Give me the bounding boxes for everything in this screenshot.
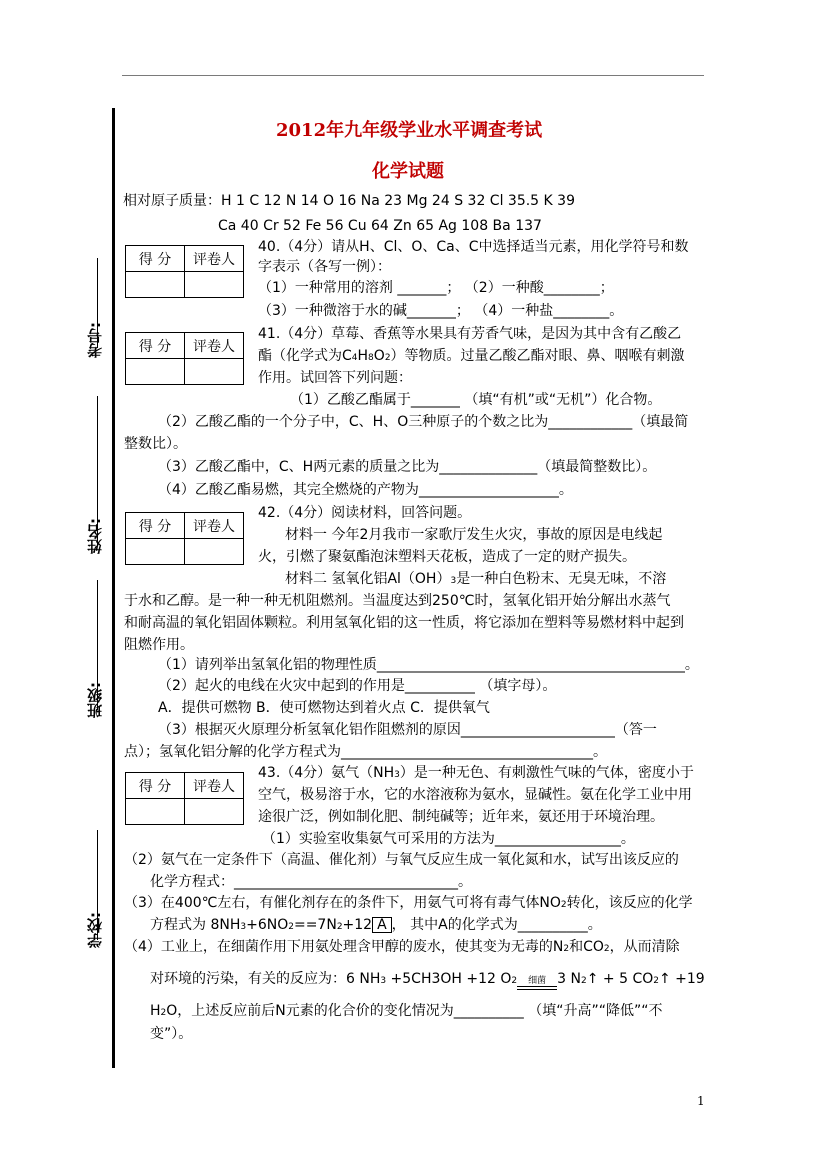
q41-line-5: （2）乙酸乙酯的一个分子中，C、H、O三种原子的个数之比为____________（填最简	[158, 414, 689, 430]
q42-line-12: 点）；氢氧化铝分解的化学方程式为____________________________________。	[124, 744, 607, 760]
q41-l2g: ）等物质。过量乙酸乙酯对眼、鼻、咽喉有刺激	[390, 348, 685, 364]
q43-line-2: 空气，极易溶于水，它的水溶液称为氨水，显碱性。氨在化学工业中用	[258, 787, 692, 803]
equals-bar	[517, 986, 557, 990]
score-cell[interactable]	[126, 799, 185, 825]
q43-line-4: （1）实验室收集氨气可采用的方法为__________________。	[262, 831, 635, 847]
q41-l2b: 4	[351, 353, 358, 363]
q43-l9d: 2	[603, 944, 610, 954]
q42-line-6: 和耐高温的氧化铝固体颗粒。利用氢氧化铝的这一性质，将它添加在塑料等易燃材料中起到	[124, 615, 684, 631]
page-subtitle: 化学试题	[372, 161, 444, 182]
school-label: 学校:	[86, 912, 104, 948]
q42-line-11: （3）根据灭火原理分析氢氧化铝作阻燃剂的原因______________________（答一	[158, 722, 657, 738]
q43-l9a: （4）工业上，在细菌作用下用氨处理含甲醇的废水，使其变为无毒的N	[124, 939, 564, 955]
top-rule	[122, 75, 704, 76]
grader-header: 评卷人	[185, 246, 244, 272]
q43-l8e: ==7N	[293, 917, 337, 933]
q42-line-5: 于水和乙醇。是一种一种无机阻燃剂。当温度达到250℃时，氢氧化铝开始分解出水蒸气	[124, 593, 671, 609]
name-label: 姓名:	[86, 518, 104, 554]
q43-line-10	[150, 970, 705, 990]
q43-l10f: 3 N	[557, 971, 581, 987]
q43-line-8	[150, 916, 602, 936]
q43-line-3: 途很广泛，例如制化肥、制纯碱等；近年来，氨还用于环境治理。	[258, 809, 664, 825]
q43-l8i: ， 其中A的化学式为__________。	[391, 917, 602, 933]
score-cell[interactable]	[126, 359, 185, 385]
q40-line-4: （3）一种微溶于水的碱_______； （4）一种盐________。	[258, 303, 624, 319]
q43-l7a: （3）在400℃左右，有催化剂存在的条件下，用氨气可将有毒气体NO	[124, 895, 561, 911]
score-table-q42	[125, 512, 244, 565]
q43-line-11	[150, 1002, 662, 1022]
score-table-q40	[125, 245, 244, 298]
q42-l4b: 3	[450, 576, 457, 586]
q42-line-2: 材料一 今年2月我市一家歌厅发生火灾，事故的原因是电线起	[285, 527, 663, 543]
score-header: 得 分	[126, 773, 185, 799]
class-label: 班级:	[86, 682, 104, 718]
q41-l2a: 酯（化学式为C	[258, 348, 352, 364]
binding-margin-line	[112, 108, 115, 1068]
q43-l8b: 3	[240, 922, 247, 932]
q43-l9e: ，从而清除	[609, 939, 680, 955]
q43-l8g: +12	[342, 917, 373, 933]
score-header: 得 分	[126, 333, 185, 359]
grader-cell[interactable]	[185, 799, 244, 825]
q43-line-9	[124, 938, 680, 958]
q43-l7c: 转化，该反应的化学	[566, 895, 693, 911]
q43-l10j: ↑ +19	[658, 971, 705, 987]
score-header: 得 分	[126, 513, 185, 539]
q43-l7b: 2	[560, 900, 567, 910]
q43-line-12: 变”）。	[150, 1026, 193, 1042]
score-header: 得 分	[126, 246, 185, 272]
q43-l11a: H	[150, 1003, 161, 1019]
atomic-mass-line-2: Ca 40 Cr 52 Fe 56 Cu 64 Zn 65 Ag 108 Ba 137	[218, 218, 542, 234]
q43-l10b: 3	[380, 976, 387, 986]
q43-l11c: O，上述反应前后N元素的化合价的变化情况为__________ （填“升高”“降低”“不	[166, 1003, 663, 1019]
q41-l2d: 8	[368, 353, 374, 363]
q42-line-9: （2）起火的电线在火灾中起到的作用是__________ （填字母）。	[158, 678, 557, 694]
q43-l10a: 对环境的污染，有关的反应为：6 NH	[150, 971, 381, 987]
q41-l2c: H	[357, 348, 369, 364]
q42-line-7: 阻燃作用。	[124, 637, 194, 653]
q43-l9c: 和CO	[569, 939, 604, 955]
grader-header: 评卷人	[185, 773, 244, 799]
q41-line-6: 整数比）。	[124, 436, 187, 452]
q43-l10d: 2	[511, 976, 518, 986]
q42-line-3: 火，引燃了聚氨酯泡沫塑料天花板，造成了一定的财产损失。	[258, 549, 636, 565]
exam-no-label: 考号:	[86, 322, 104, 358]
q41-line-4: （1）乙酸乙酯属于_______ （填“有机”或“无机”）化合物。	[290, 392, 662, 408]
q42-line-8: （1）请列举出氢氧化铝的物理性质____________________________________________。	[158, 657, 699, 673]
grader-cell[interactable]	[185, 539, 244, 565]
q41-l2f: 2	[384, 353, 391, 363]
q43-l10g: 2	[580, 976, 587, 986]
reaction-condition: 细菌	[528, 976, 547, 986]
q42-l4c: 是一种白色粉末、无臭无味，不溶	[456, 571, 667, 587]
q43-l1b: 3	[394, 770, 400, 780]
grader-header: 评卷人	[185, 513, 244, 539]
q43-l1a: 43.（4分）氨气（NH	[258, 765, 395, 781]
q43-line-7	[124, 894, 693, 914]
q43-l1c: ）是一种无色、有刺激性气味的气体，密度小于	[399, 765, 694, 781]
q43-l10i: 2	[653, 976, 659, 986]
grader-cell[interactable]	[185, 272, 244, 298]
grader-header: 评卷人	[185, 333, 244, 359]
q41-line-2	[258, 347, 685, 367]
q40-line-1: 40.（4分）请从H、Cl、O、Ca、C中选择适当元素，用化学符号和数	[258, 239, 689, 255]
q43-l10h: ↑ + 5 CO	[586, 971, 654, 987]
atomic-mass-line-1: 相对原子质量：H 1 C 12 N 14 O 16 Na 23 Mg 24 S 32 Cl 35.5 K 39	[123, 193, 575, 209]
answer-box-a: A	[372, 917, 392, 933]
q43-l8c: +6NO	[246, 917, 289, 933]
page-number: 1	[697, 1094, 705, 1108]
q43-l8a: 方程式为 8NH	[150, 917, 241, 933]
q40-line-3: （1）一种常用的溶剂 _______； （2）一种酸________；	[258, 280, 614, 296]
q41-line-7: （3）乙酸乙酯中，C、H两元素的质量之比为______________（填最简整数比）。	[158, 459, 657, 475]
q43-line-5: （2）氨气在一定条件下（高温、催化剂）与氧气反应生成一氧化氮和水，试写出该反应的	[124, 852, 679, 868]
q41-l2e: O	[373, 348, 385, 364]
score-cell[interactable]	[126, 539, 185, 565]
q43-l8f: 2	[336, 922, 343, 932]
score-cell[interactable]	[126, 272, 185, 298]
q43-l8d: 2	[288, 922, 294, 932]
q41-line-8: （4）乙酸乙酯易燃，其完全燃烧的产物为____________________。	[158, 482, 573, 498]
grader-cell[interactable]	[185, 359, 244, 385]
q43-line-6: 化学方程式：________________________________。	[150, 874, 472, 890]
q43-l10c: +5CH3OH +12 O	[386, 971, 512, 987]
q41-line-1: 41.（4分）草莓、香蕉等水果具有芳香气味，是因为其中含有乙酸乙	[258, 326, 682, 342]
q41-line-3: 作用。试回答下列问题：	[258, 370, 412, 386]
q42-l4a: 材料二 氢氧化铝Al（OH）	[285, 571, 451, 587]
q43-l11b: 2	[160, 1008, 167, 1018]
q40-line-2: 字表示（各写一例）：	[258, 259, 391, 275]
q42-line-4	[285, 570, 666, 590]
score-table-q43	[125, 772, 244, 825]
q43-l9b: 2	[563, 944, 570, 954]
q42-options: A．提供可燃物 B．使可燃物达到着火点 C．提供氧气	[158, 700, 490, 716]
page-title: 2012年九年级学业水平调查考试	[276, 120, 543, 141]
q43-line-1	[258, 764, 694, 784]
q42-line-1: 42.（4分）阅读材料，回答问题。	[258, 505, 472, 521]
score-table-q41	[125, 332, 244, 385]
reaction-arrow	[517, 977, 557, 990]
